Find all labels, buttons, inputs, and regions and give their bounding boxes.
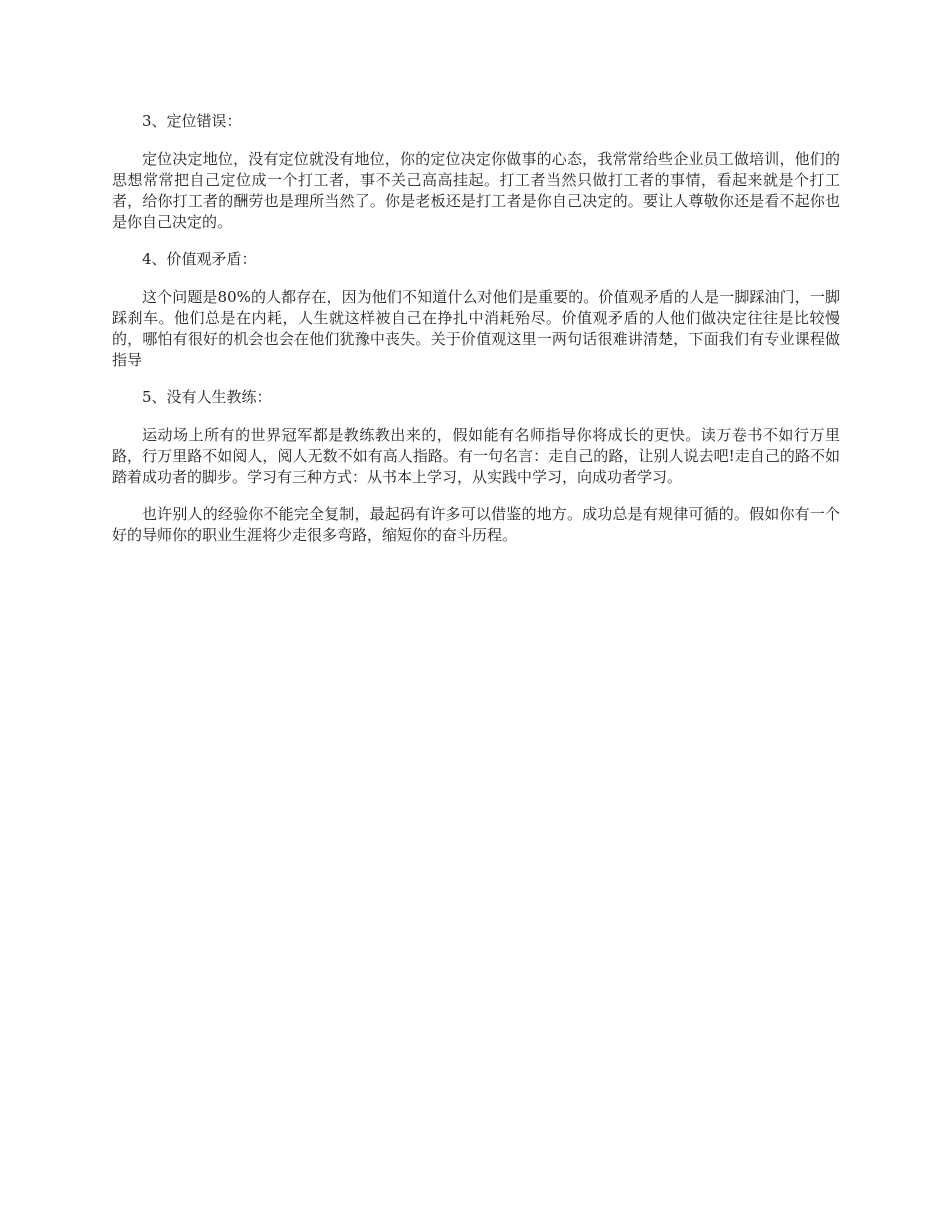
paragraph-learning-from-others: 也许别人的经验你不能完全复制，最起码有许多可以借鉴的地方。成功总是有规律可循的。假如你有一个好的导师你的职业生涯将少走很多弯路，缩短你的奋斗历程。 xyxy=(112,505,840,544)
paragraph-values-conflict: 这个问题是80%的人都存在，因为他们不知道什么对他们是重要的。价值观矛盾的人是一脚踩油门，一脚踩刹车。他们总是在内耗，人生就这样被自己在挣扎中消耗殆尽。价值观矛盾的人他们做决定往往是比较慢的，哪怕有很好的机会也会在他们犹豫中丧失。关于价值观这里一两句话很难讲清楚，下面我们有专业课程做指导 xyxy=(112,288,840,369)
section-heading-values-conflict: 4、价值观矛盾： xyxy=(142,250,257,268)
section-heading-positioning: 3、定位错误： xyxy=(142,112,242,130)
section-heading-life-coach: 5、没有人生教练： xyxy=(142,388,272,406)
paragraph-positioning: 定位决定地位，没有定位就没有地位，你的定位决定你做事的心态，我常常给些企业员工做培训，他们的思想常常把自己定位成一个打工者，事不关己高高挂起。打工者当然只做打工者的事情，看起来就是个打工者，给你打工者的酬劳也是理所当然了。你是老板还是打工者是你自己决定的。要让人尊敬你还是看不起你也是你自己决定的。 xyxy=(112,150,840,231)
paragraph-life-coach: 运动场上所有的世界冠军都是教练教出来的，假如能有名师指导你将成长的更快。读万卷书不如行万里路，行万里路不如阅人，阅人无数不如有高人指路。有一句名言：走自己的路，让别人说去吧!走自己的路不如踏着成功者的脚步。学习有三种方式：从书本上学习，从实践中学习，向成功者学习。 xyxy=(112,426,840,486)
document-body xyxy=(112,111,840,562)
